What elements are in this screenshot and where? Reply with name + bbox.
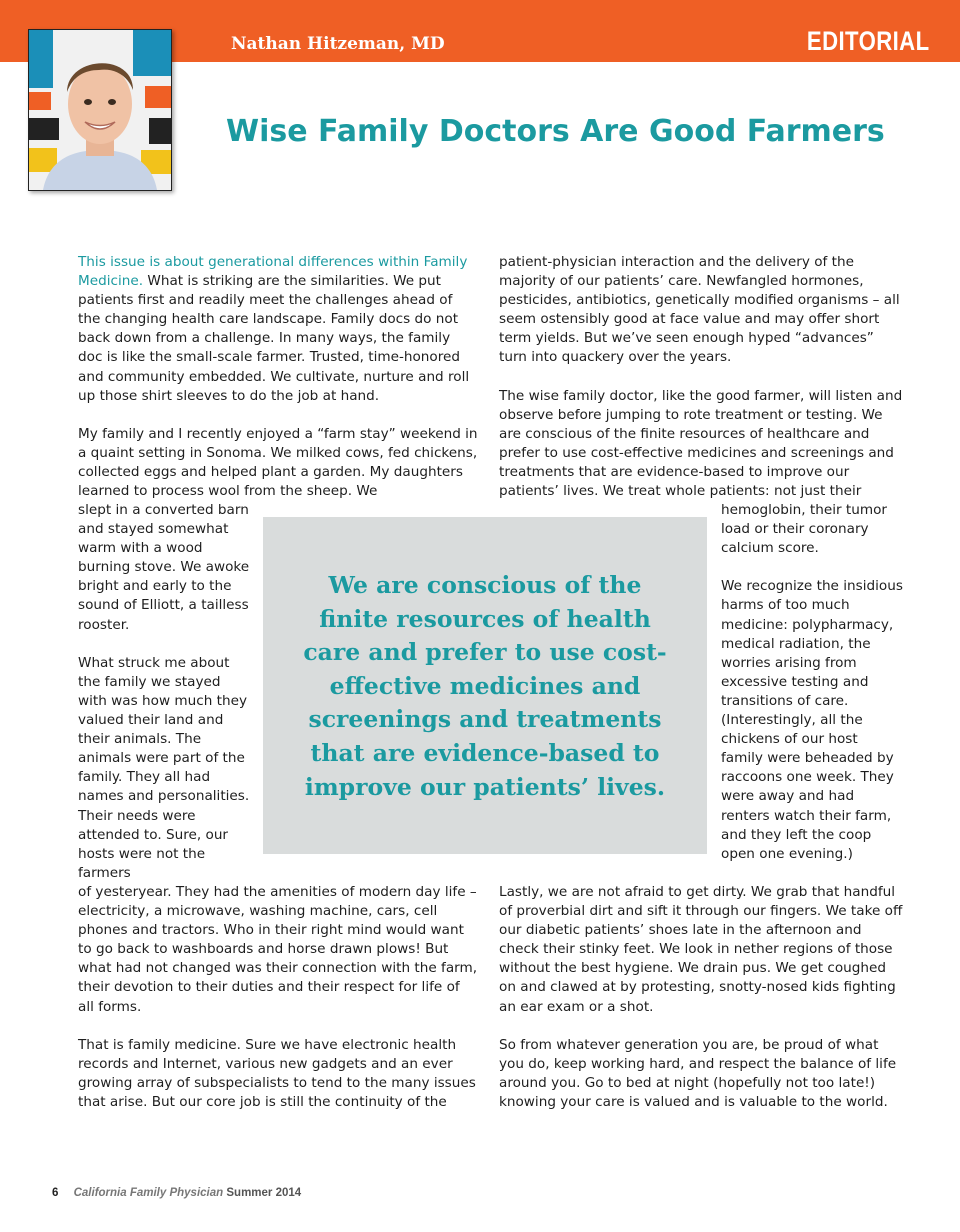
pull-quote-box	[263, 517, 707, 854]
paragraph	[78, 253, 478, 406]
paragraph: That is family medicine. Sure we have electronic health records and Internet, various new gadgets and an ever growing array of subspecialists to tend to the many issues that arise. But our core job is still the continuity of the	[78, 1036, 476, 1111]
page-number: 6	[52, 1187, 59, 1199]
article-title: Wise Family Doctors Are Good Farmers	[226, 114, 885, 149]
author-photo-icon	[29, 30, 171, 190]
paragraph: So from whatever generation you are, be proud of what you do, keep working hard, and respect the balance of life around you. Go to bed at night (hopefully not too late!) knowing your care is valued and is valuable to the world.	[499, 1036, 897, 1111]
issue-label: Summer 2014	[226, 1187, 302, 1199]
author-headshot	[28, 29, 172, 191]
column-right-bottom	[499, 883, 903, 1112]
paragraph: Lastly, we are not afraid to get dirty. We grab that handful of proverbial dirt and sift it through our fingers. We take off our diabetic patients’ shoes late in the afternoon and check their stinky feet. We look in nether regions of those without the best hygiene. We drain pus. We get coughed on and clawed at by protesting, snotty-nosed kids fighting an ear exam or a shot.	[499, 884, 903, 1015]
lead-sentence: This issue is about generational differences within Family Medicine.	[78, 254, 468, 290]
column-left-narrow	[78, 501, 253, 883]
paragraph-text: What is striking are the similarities. We put patients first and readily meet the challenges ahead of the changing health care landscape. Family docs do not back down from a challenge. In many ways, the family doc is like the small-scale farmer. Trusted, time-honored and community embedded. We cultivate, nurture and roll up those shirt sleeves to do the job at hand.	[78, 273, 470, 404]
paragraph: patient-physician interaction and the delivery of the majority of our patients’ care. Newfangled hormones, pesticides, antibiotics, genetically modified organisms – all seem ostensibly good at face value and may offer short term yields. But we’ve seen enough hyped “advances” turn into quackery over the years.	[499, 254, 900, 366]
column-right-top	[499, 253, 903, 501]
author-name: Nathan Hitzeman, MD	[231, 34, 445, 54]
paragraph: of yesteryear. They had the amenities of modern day life – electricity, a microwave, washing machine, cars, cell phones and tractors. Who in their right mind would want to go back to washboards and horse drawn plows! But what had not changed was their connection with the farm, their devotion to their duties and their respect for life of all forms.	[78, 884, 478, 1015]
pull-quote-text: We are conscious of the finite resources of health care and prefer to use cost-effective medicines and screenings and treatments that are evidence-based to improve our patients’ lives.	[303, 571, 667, 801]
paragraph: What struck me about the family we stayed with was how much they valued their land and their animals. The animals were part of the family. They all had names and personalities. Their needs were attended to. Sure, our hosts were not the farmers	[78, 654, 250, 881]
paragraph: The wise family doctor, like the good farmer, will listen and observe before jumping to rote treatment or testing. We are conscious of the finite resources of healthcare and prefer to use cost-effective medicines and screenings and treatments that are evidence-based to improve our patients’ lives. We treat whole patients: not just their	[499, 387, 903, 500]
publication-name: California Family Physician	[73, 1187, 224, 1199]
section-label: EDITORIAL	[807, 26, 930, 56]
column-left-bottom	[78, 883, 478, 1112]
paragraph: hemoglobin, their tumor load or their coronary calcium score.	[721, 502, 888, 557]
paragraph: We recognize the insidious harms of too much medicine: polypharmacy, medical radiation, the worries arising from excessive testing and transitions of care. (Interestingly, all the chickens of our host family were beheaded by raccoons one week. They were away and had renters watch their farm, and they left the coop open one evening.)	[721, 578, 903, 862]
paragraph: My family and I recently enjoyed a “farm stay” weekend in a quaint setting in Sonoma. We milked cows, fed chickens, collected eggs and helped plant a garden. My daughters learned to process wool from the sheep. We	[78, 425, 478, 500]
paragraph: slept in a converted barn and stayed somewhat warm with a wood burning stove. We awoke bright and early to the sound of Elliott, a tailless rooster.	[78, 502, 250, 633]
column-left-top	[78, 253, 478, 501]
column-right-narrow	[721, 501, 903, 864]
page-footer	[52, 1187, 301, 1199]
